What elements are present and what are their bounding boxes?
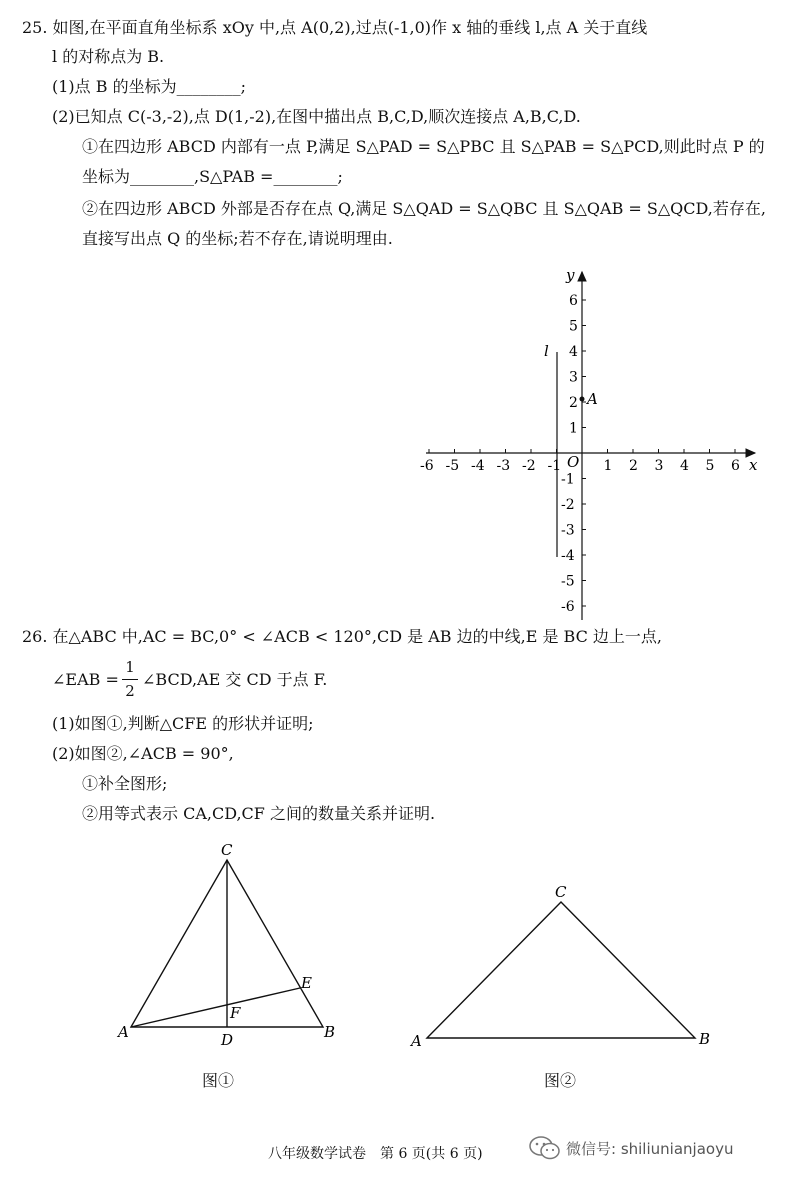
- x-axis-label: x: [749, 456, 758, 474]
- page-footer: 八年级数学试卷 第 6 页(共 6 页): [268, 1146, 483, 1162]
- x-tick-label: -2: [522, 458, 536, 474]
- y-tick-label: 6: [569, 293, 578, 309]
- x-tick-label: -3: [496, 458, 511, 474]
- q25-part2a-line2: 坐标为________,S△PAB =________;: [82, 167, 343, 186]
- q26-part2b: ②用等式表示 CA,CD,CF 之间的数量关系并证明.: [82, 804, 436, 823]
- fig2-label-a: A: [411, 1032, 422, 1050]
- y-tick-label: 4: [569, 344, 578, 360]
- q26-part2a: ①补全图形;: [82, 774, 168, 793]
- coordinate-graph: [410, 262, 770, 624]
- x-tick-label: 6: [731, 458, 740, 474]
- figure-1: [112, 838, 352, 1053]
- x-tick-label: -5: [445, 458, 460, 474]
- y-tick-label: 2: [569, 395, 578, 411]
- wechat-icon: [528, 1135, 562, 1161]
- point-a-label: A: [587, 390, 598, 408]
- x-tick-label: 4: [680, 458, 689, 474]
- y-tick-label: -1: [561, 471, 575, 488]
- x-tick-label: 5: [705, 458, 715, 474]
- fig2-caption: 图②: [544, 1071, 577, 1090]
- x-tick-label: 1: [603, 458, 613, 474]
- y-tick-label: -5: [561, 573, 575, 590]
- x-tick-label: 2: [629, 458, 638, 474]
- x-tick-label: -1: [547, 458, 562, 474]
- q26-line2-pre: ∠EAB =: [52, 670, 119, 689]
- figure-2: [405, 880, 725, 1055]
- fig1-label-e: E: [301, 974, 312, 992]
- y-tick-label: -2: [561, 497, 575, 513]
- fig1-caption: 图①: [202, 1071, 235, 1090]
- watermark-text: 微信号: shiliunianjaoyu: [566, 1139, 734, 1158]
- q25-line2: l 的对称点为 B.: [52, 47, 165, 66]
- line-l-label: l: [544, 342, 549, 360]
- y-tick-label: 1: [569, 420, 578, 437]
- q26-part2: (2)如图②,∠ACB = 90°,: [52, 744, 234, 763]
- q25-part2: (2)已知点 C(-3,-2),点 D(1,-2),在图中描出点 B,C,D,顺次连接点 A,B,C,D.: [52, 107, 581, 126]
- q26-line2-post: ∠BCD,AE 交 CD 于点 F.: [142, 670, 328, 689]
- origin-label: O: [567, 453, 580, 471]
- y-tick-label: -6: [561, 599, 575, 615]
- segment-ae: [131, 988, 300, 1027]
- fig2-label-c: C: [555, 883, 567, 901]
- x-tick-label: -4: [471, 458, 485, 474]
- fig1-label-c: C: [221, 841, 233, 859]
- y-axis-label: y: [566, 266, 575, 284]
- y-tick-label: -3: [561, 522, 575, 539]
- point-a: [580, 397, 585, 402]
- y-tick-label: 3: [569, 369, 578, 386]
- q25-part2b-line1: ②在四边形 ABCD 外部是否存在点 Q,满足 S△QAD = S△QBC 且 S△QAB = S△QCD,若存在,: [82, 199, 766, 218]
- q25-line1: 25. 如图,在平面直角坐标系 xOy 中,点 A(0,2),过点(-1,0)作 x 轴的垂线 l,点 A 关于直线: [22, 18, 648, 37]
- fig1-label-b: B: [324, 1023, 336, 1041]
- watermark: [528, 1135, 733, 1161]
- q25-part2b-line2: 直接写出点 Q 的坐标;若不存在,请说明理由.: [82, 229, 393, 248]
- fraction-denominator: 2: [125, 682, 135, 700]
- fig1-label-f: F: [230, 1004, 241, 1022]
- q25-part1: (1)点 B 的坐标为________;: [52, 77, 246, 96]
- fraction-numerator: 1: [125, 658, 135, 676]
- q26-part1: (1)如图①,判断△CFE 的形状并证明;: [52, 714, 314, 733]
- y-tick-label: -4: [561, 548, 575, 564]
- triangle-abc-right: [427, 902, 695, 1038]
- fig1-label-a: A: [118, 1023, 129, 1041]
- x-tick-label: 3: [654, 458, 664, 474]
- fig1-label-d: D: [221, 1031, 234, 1049]
- x-tick-label: -6: [420, 458, 434, 474]
- fig2-label-b: B: [699, 1030, 711, 1048]
- fraction-bar: [122, 679, 138, 680]
- q26-line1: 26. 在△ABC 中,AC = BC,0° < ∠ACB < 120°,CD 是 AB 边的中线,E 是 BC 边上一点,: [22, 627, 663, 646]
- y-tick-label: 5: [569, 318, 578, 335]
- q25-part2a-line1: ①在四边形 ABCD 内部有一点 P,满足 S△PAD = S△PBC 且 S△PAB = S△PCD,则此时点 P 的: [82, 137, 765, 156]
